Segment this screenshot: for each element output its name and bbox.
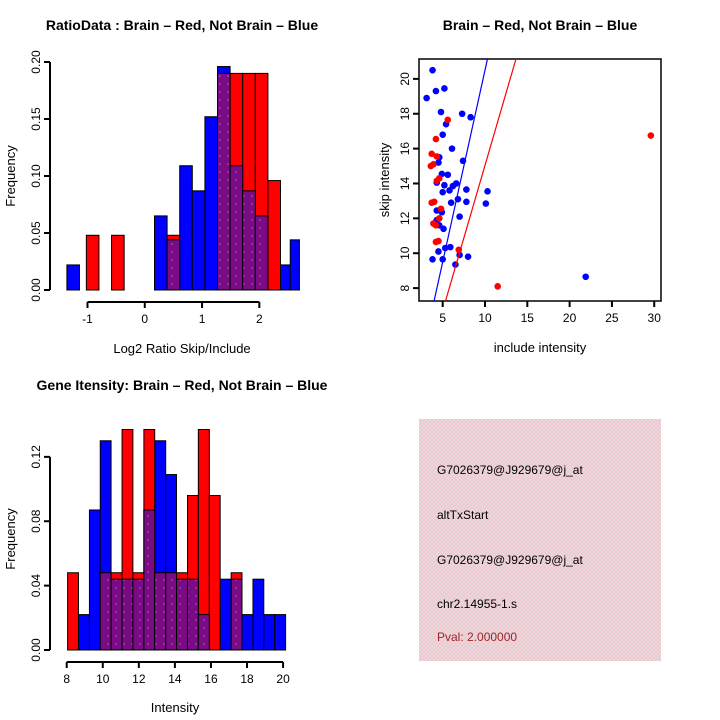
- scatter-point-blue: [483, 200, 490, 207]
- scatter-point-blue: [441, 85, 448, 92]
- histogram-bar-blue: [78, 615, 89, 650]
- x-tick-label: 12: [132, 672, 146, 686]
- scatter-point-blue: [433, 88, 440, 95]
- scatter-point-red: [438, 205, 445, 212]
- scatter-point-blue: [467, 114, 474, 121]
- y-tick-label: 16: [398, 141, 413, 156]
- histogram-bar-purple: [243, 191, 256, 290]
- y-tick-label: 0.00: [29, 278, 44, 302]
- scatter-point-red: [494, 283, 501, 290]
- x-tick-label: 30: [647, 311, 661, 325]
- x-tick-label: 8: [63, 672, 71, 686]
- histogram-bar-purple: [100, 573, 111, 650]
- y-tick-label: 0.04: [29, 573, 44, 598]
- scatter-point-blue: [429, 67, 436, 74]
- x-tick-label: 20: [562, 311, 577, 325]
- y-tick-label: 0.05: [29, 221, 44, 245]
- x-axis-label: Intensity: [150, 700, 200, 715]
- scatter-point-blue: [440, 226, 447, 233]
- histogram-bar-purple: [144, 510, 155, 650]
- histogram-bar-purple: [198, 615, 209, 650]
- histogram-bar-purple: [122, 579, 133, 650]
- scatter-point-blue: [484, 188, 491, 195]
- event-type-line: altTxStart: [437, 508, 489, 522]
- info-box: [419, 419, 661, 661]
- histogram-bar-red: [68, 573, 79, 650]
- y-tick-label: 12: [398, 211, 413, 226]
- x-tick-label: 2: [255, 312, 263, 326]
- scatter-point-blue: [438, 109, 445, 116]
- histogram-bar-blue: [275, 615, 286, 650]
- x-tick-label: 10: [96, 672, 110, 686]
- scatter-point-blue: [439, 131, 446, 138]
- y-axis-label: Frequency: [3, 508, 18, 570]
- scatter-point-blue: [463, 198, 470, 205]
- chart-title: Brain – Red, Not Brain – Blue: [442, 17, 638, 33]
- histogram-bar-blue: [67, 265, 80, 290]
- scatter-point-blue: [459, 110, 466, 117]
- scatter-point-blue: [456, 213, 463, 220]
- x-tick-label: 5: [439, 311, 447, 325]
- x-tick-label: 20: [276, 672, 290, 686]
- histogram-bar-red: [86, 235, 99, 290]
- histogram-bar-blue: [155, 216, 168, 290]
- histogram-bar-blue: [205, 117, 218, 290]
- x-tick-label: 10: [478, 311, 492, 325]
- scatter-point-blue: [463, 186, 470, 193]
- y-axis-label: skip intensity: [377, 142, 392, 218]
- y-tick-label: 8: [398, 284, 413, 292]
- scatter-point-blue: [439, 189, 446, 196]
- histogram-bar-purple: [188, 579, 199, 650]
- intensity-scatter-panel: [377, 17, 661, 355]
- scatter-point-blue: [435, 248, 442, 255]
- x-tick-label: -1: [82, 312, 93, 326]
- scatter-point-red: [433, 222, 440, 229]
- histogram-bar-blue: [220, 579, 231, 650]
- scatter-point-blue: [429, 256, 436, 263]
- scatter-point-red: [444, 117, 451, 124]
- probe-id-line-2: G7026379@J929679@j_at: [437, 553, 583, 567]
- x-tick-label: 15: [520, 311, 534, 325]
- histogram-bar-purple: [177, 579, 188, 650]
- chromosome-line: chr2.14955-1.s: [437, 597, 518, 611]
- probe-id-line: G7026379@J929679@j_at: [437, 463, 583, 477]
- x-tick-label: 0: [141, 312, 149, 326]
- x-tick-label: 14: [168, 672, 182, 686]
- scatter-point-red: [433, 153, 440, 160]
- y-tick-label: 0.12: [29, 445, 44, 469]
- histogram-bar-red: [209, 495, 220, 650]
- scatter-point-red: [431, 198, 438, 205]
- scatter-point-blue: [449, 145, 456, 152]
- x-tick-label: 16: [204, 672, 218, 686]
- histogram-bar-purple: [230, 166, 243, 290]
- y-tick-label: 14: [398, 176, 413, 191]
- histogram-bar-purple: [155, 573, 166, 650]
- x-axis-label: Log2 Ratio Skip/Include: [113, 341, 251, 356]
- pval-line: Pval: 2.000000: [437, 630, 518, 644]
- y-tick-label: 0.00: [29, 638, 44, 662]
- y-tick-label: 0.08: [29, 509, 44, 533]
- chart-title: Gene Itensity: Brain – Red, Not Brain – Blue: [36, 377, 328, 393]
- scatter-point-blue: [446, 187, 453, 194]
- gene-histogram-panel: [3, 377, 328, 715]
- histogram-bar-purple: [231, 579, 242, 650]
- x-tick-label: 25: [605, 311, 619, 325]
- x-tick-label: 18: [240, 672, 254, 686]
- scatter-point-blue: [582, 273, 589, 280]
- scatter-point-red: [433, 239, 440, 246]
- y-tick-label: 18: [398, 107, 413, 121]
- scatter-point-blue: [448, 199, 455, 206]
- ratio-histogram-panel: [3, 17, 318, 356]
- histogram-bar-purple: [133, 579, 144, 650]
- histogram-bar-blue: [253, 579, 264, 650]
- scatter-point-blue: [444, 171, 451, 178]
- scatter-point-red: [430, 161, 437, 168]
- scatter-point-blue: [465, 253, 472, 260]
- histogram-bar-blue: [281, 265, 291, 290]
- histogram-bar-purple: [166, 573, 177, 650]
- y-axis-label: Frequency: [3, 145, 18, 207]
- histogram-bar-purple: [255, 216, 268, 290]
- y-tick-label: 0.20: [29, 50, 44, 74]
- histogram-bar-blue: [290, 240, 299, 290]
- histogram-bar-blue: [180, 166, 193, 290]
- histogram-bar-blue: [192, 191, 205, 290]
- histogram-bar-purple: [111, 579, 122, 650]
- histogram-bar-blue: [242, 615, 253, 650]
- fit-line-red: [446, 59, 516, 301]
- chart-title: RatioData : Brain – Red, Not Brain – Blue: [45, 17, 319, 33]
- x-tick-label: 1: [198, 312, 206, 326]
- histogram-bar-blue: [264, 615, 275, 650]
- histogram-bar-purple: [218, 73, 231, 290]
- y-tick-label: 10: [398, 246, 413, 260]
- histogram-bar-blue: [89, 510, 100, 650]
- histogram-bar-red: [268, 181, 281, 290]
- scatter-point-blue: [441, 182, 448, 189]
- scatter-point-red: [433, 136, 440, 143]
- histogram-bar-red: [112, 235, 125, 290]
- y-tick-label: 20: [398, 72, 413, 86]
- scatter-point-blue: [423, 95, 430, 102]
- scatter-point-red: [648, 132, 655, 139]
- scatter-point-blue: [447, 244, 454, 251]
- x-axis-label: include intensity: [493, 340, 587, 355]
- y-tick-label: 0.15: [29, 107, 44, 131]
- y-tick-label: 0.10: [29, 164, 44, 188]
- scatter-point-red: [433, 178, 440, 185]
- scatter-point-red: [436, 215, 443, 222]
- histogram-bar-purple: [167, 240, 180, 290]
